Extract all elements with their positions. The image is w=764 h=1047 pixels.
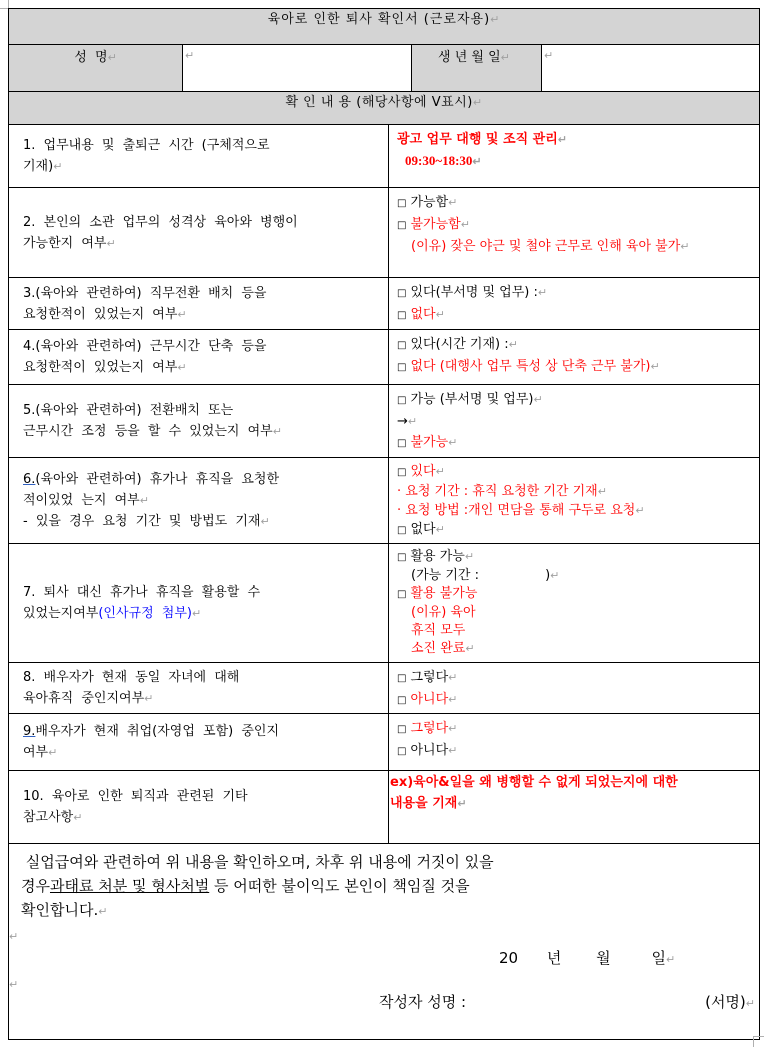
checkbox-icon[interactable]: □ (397, 288, 407, 299)
checkbox-icon[interactable]: □ (397, 198, 407, 209)
checkbox-icon[interactable]: □ (397, 395, 407, 406)
checkbox-icon[interactable]: □ (397, 746, 407, 757)
document-title: 육아로 인한 퇴사 확인서 (근로자용)↵ (9, 9, 760, 45)
question-row-1 (9, 125, 760, 188)
declaration-text: 실업급여와 관련하여 위 내용을 확인하오며, 차후 위 내용에 거짓이 있을 경우과태료 처분 및 형사처벌 등 어떠한 불이익도 본인이 책임질 것을 확인합니다.↵ (21, 853, 494, 919)
question-5: 5.(육아와 관련하여) 전환배치 또는 근무시간 조정 등을 할 수 있었는지 여부↵ (9, 385, 389, 458)
checkbox-icon[interactable]: □ (397, 525, 407, 536)
question-9: 9.배우자가 현재 취업(자영업 포함) 중인지 여부↵ (9, 714, 389, 771)
signature-line[interactable]: 작성자 성명 : (서명)↵ (379, 993, 755, 1011)
answer-4[interactable]: □ 있다(시간 기재) :↵ □ 없다 (대행사 업무 특성 상 단축 근무 불가)↵ (389, 330, 760, 385)
checkbox-icon[interactable]: □ (397, 310, 407, 321)
answer-2[interactable]: □ 가능함↵ □ 불가능함↵ (이유) 잦은 야근 및 철야 근무로 인해 육아 불가↵ (389, 188, 760, 278)
question-row-9 (9, 714, 760, 771)
question-row-7 (9, 544, 760, 663)
checkbox-icon[interactable]: □ (397, 438, 407, 449)
checkbox-icon[interactable]: □ (397, 695, 407, 706)
checkbox-icon[interactable]: □ (397, 340, 407, 351)
answer-5[interactable]: □ 가능 (부서명 및 업무)↵ →↵ □ 불가능↵ (389, 385, 760, 458)
checkbox-icon[interactable]: □ (397, 467, 407, 478)
name-field[interactable]: ↵ (183, 45, 412, 92)
checkbox-icon[interactable]: □ (397, 589, 407, 600)
answer-1[interactable]: 광고 업무 대행 및 조직 관리↵ 09:30~18:30↵ (389, 125, 760, 188)
birthdate-label: 생 년 월 일↵ (412, 45, 542, 92)
hr-policy-note: (인사규정 첨부) (98, 606, 192, 621)
question-2: 2. 본인의 소관 업무의 성격상 육아와 병행이 가능한지 여부↵ (9, 188, 389, 278)
question-7: 7. 퇴사 대신 휴가나 휴직을 활용할 수 있었는지여부(인사규정 첨부)↵ (9, 544, 389, 663)
checkbox-icon[interactable]: □ (397, 220, 407, 231)
question-row-3 (9, 278, 760, 330)
question-4: 4.(육아와 관련하여) 근무시간 단축 등을 요청한적이 있었는지 여부↵ (9, 330, 389, 385)
page-corner-mark (753, 1036, 764, 1047)
answer-8[interactable]: □ 그렇다↵ □ 아니다↵ (389, 663, 760, 714)
question-row-8 (9, 663, 760, 714)
question-row-6 (9, 458, 760, 544)
name-label: 성 명↵ (9, 45, 183, 92)
checkbox-icon[interactable]: □ (397, 362, 407, 373)
arrow-icon: → (397, 414, 408, 429)
checkbox-icon[interactable]: □ (397, 552, 407, 563)
question-1: 1. 업무내용 및 출퇴근 시간 (구체적으로 기재)↵ (9, 125, 389, 188)
answer-9[interactable]: □ 그렇다↵ □ 아니다↵ (389, 714, 760, 771)
question-3: 3.(육아와 관련하여) 직무전환 배치 등을 요청한적이 있었는지 여부↵ (9, 278, 389, 330)
answer-6[interactable]: □ 있다↵ · 요청 기간 : 휴직 요청한 기간 기재↵ · 요청 방법 :개인 면담을 통해 구두로 요청↵ □ 없다↵ (389, 458, 760, 544)
confirmation-form (8, 8, 760, 1040)
declaration-section: 실업급여와 관련하여 위 내용을 확인하오며, 차후 위 내용에 거짓이 있을 경우과태료 처분 및 형사처벌 등 어떠한 불이익도 본인이 책임질 것을 확인합니다.↵ ↵ 20 년 월 일↵ ↵ 작성자 성명 : (서명)↵ (9, 844, 760, 1040)
question-row-2 (9, 188, 760, 278)
answer-10[interactable]: ex)육아&일을 왜 병행할 수 없게 되었는지에 대한 내용을 기재↵ (389, 771, 760, 844)
checkbox-icon[interactable]: □ (397, 724, 407, 735)
birthdate-field[interactable]: ↵ (542, 45, 760, 92)
date-line[interactable]: 20 년 월 일↵ (499, 949, 676, 967)
question-8: 8. 배우자가 현재 동일 자녀에 대해 육아휴직 중인지여부↵ (9, 663, 389, 714)
answer-7[interactable]: □ 활용 가능↵ (가능 기간 : )↵ □ 활용 불가능 (이유) 육아 휴직 모두 소진 완료↵ (389, 544, 760, 663)
question-row-4 (9, 330, 760, 385)
question-10: 10. 육아로 인한 퇴직과 관련된 기타 참고사항↵ (9, 771, 389, 844)
question-row-5 (9, 385, 760, 458)
section-header: 확 인 내 용 (해당사항에 V표시)↵ (9, 92, 760, 125)
question-row-10 (9, 771, 760, 844)
question-6: 6.(육아와 관련하여) 휴가나 휴직을 요청한 적이있었 는지 여부↵ - 있을 경우 요청 기간 및 방법도 기재↵ (9, 458, 389, 544)
checkbox-icon[interactable]: □ (397, 673, 407, 684)
answer-3[interactable]: □ 있다(부서명 및 업무) :↵ □ 없다↵ (389, 278, 760, 330)
